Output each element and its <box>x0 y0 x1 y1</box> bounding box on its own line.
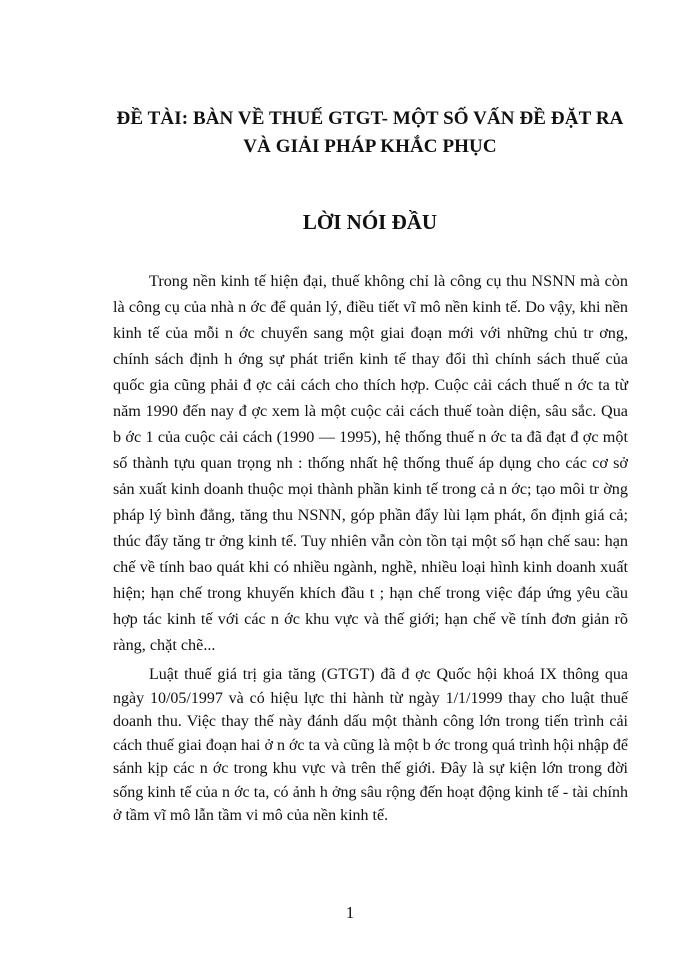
paragraph-1: Trong nền kinh tế hiện đại, thuế không chỉ là công cụ thu NSNN mà còn là công cụ của nhà n ớc để quản lý, điều tiết vĩ mô nền kinh tế. Do vậy, khi nền kinh tế của mỗi n ớc chuyển sang một giai đoạn mới với những chủ tr ơng, chính sách định h ớng sự phát triển kinh tế thay đổi thì chính sách thuế của quốc gia cũng phải đ ợc cải cách cho thích hợp. Cuộc cải cách thuế n ớc ta từ năm 1990 đến nay đ ợc xem là một cuộc cải cách thuế toàn diện, sâu sắc. Qua b ớc 1 của cuộc cải cách (1990 — 1995), hệ thống thuế n ớc ta đã đạt đ ợc một số thành tựu quan trọng nh : thống nhất hệ thống thuế áp dụng cho các cơ sở sản xuất kinh doanh thuộc mọi thành phần kinh tế trong cả n ớc; tạo môi tr ờng pháp lý bình đẳng, tăng thu NSNN, góp phần đẩy lùi lạm phát, ổn định giá cả; thúc đẩy tăng tr ởng kinh tế. Tuy nhiên vẫn còn tồn tại một số hạn chế sau: hạn chế về tính bao quát khi có nhiều ngành, nghề, nhiều loại hình kinh doanh xuất hiện; hạn chế trong khuyến khích đầu t ; hạn chế trong việc đáp ứng yêu cầu hợp tác kinh tế với các n ớc khu vực và thế giới; hạn chế về tính đơn giản rõ ràng, chặt chẽ... <box>113 272 628 654</box>
title-line-2: VÀ GIẢI PHÁP KHẮC PHỤC <box>243 136 497 157</box>
section-heading: LỜI NÓI ĐẦU <box>302 210 438 234</box>
title-line-1: ĐỀ TÀI: BÀN VỀ THUẾ GTGT- MỘT SỐ VẤN ĐỀ ĐẶT RA <box>116 108 624 129</box>
page-number: 1 <box>345 903 355 922</box>
document-body <box>113 268 628 828</box>
document-title <box>90 105 650 161</box>
paragraph-2: Luật thuế giá trị gia tăng (GTGT) đã đ ợc Quốc hội khoá IX thông qua ngày 10/05/1997 và có hiệu lực thi hành từ ngày 1/1/1999 thay cho luật thuế doanh thu. Việc thay thế này đánh dấu một thành công lớn trong tiến trình cải cách thuế giai đoạn hai ở n ớc ta và cũng là một b ớc trong quá trình hội nhập để sánh kịp các n ớc trong khu vực và trên thế giới. Đây là sự kiện lớn trong đời sống kinh tế của n ớc ta, có ảnh h ởng sâu rộng đến hoạt động kinh tế - tài chính ở tầm vĩ mô lẫn tầm vi mô của nền kinh tế. <box>113 666 629 824</box>
